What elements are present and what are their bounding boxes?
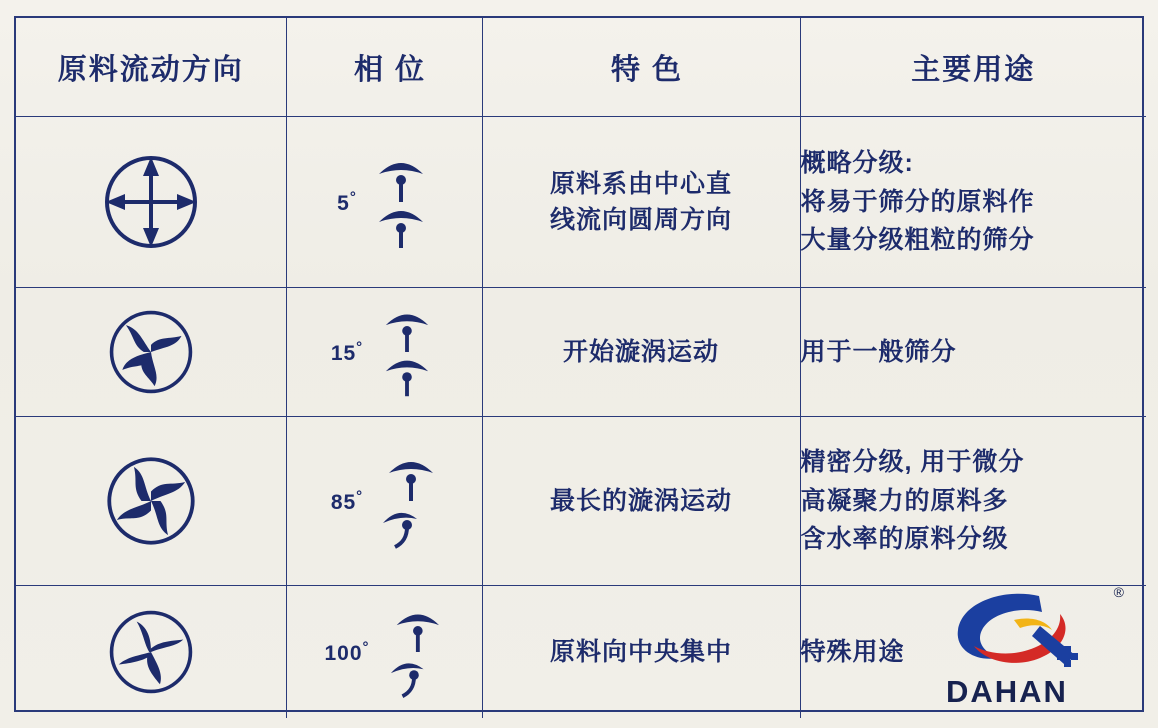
use-line: 精密分级, 用于微分: [800, 447, 1025, 476]
registered-mark: ®: [1113, 584, 1124, 600]
main-use-cell: [800, 417, 1146, 586]
phase-angle-value: 15°: [330, 338, 364, 365]
table-row: [16, 117, 1146, 288]
logo-wordmark: DAHAN: [946, 674, 1068, 709]
flow-direction-cell: [16, 288, 286, 417]
table-row: [16, 417, 1146, 586]
phase-weight-vertical-icon: [371, 150, 431, 254]
flow-direction-cell: [16, 586, 286, 719]
header-phase: 相 位: [286, 18, 482, 117]
phase-angle-value: 5°: [337, 188, 357, 215]
feature-cell: [482, 586, 800, 719]
four-blade-spiral-circle-icon: [96, 446, 206, 556]
table-header-row: [16, 18, 1146, 117]
header-main-use: 主要用途: [800, 18, 1146, 117]
use-line: 大量分级粗粒的筛分: [800, 226, 1035, 255]
phase-angle-value: 100°: [324, 638, 370, 665]
spec-table-container: [14, 16, 1144, 712]
three-blade-swirl-circle-icon: [99, 300, 203, 404]
main-use-cell: [800, 288, 1146, 417]
use-line: 含水率的原料分级: [800, 525, 1009, 554]
flow-direction-cell: [16, 117, 286, 288]
phase-cell: [286, 288, 482, 417]
feature-cell: [482, 417, 800, 586]
flow-direction-cell: [16, 417, 286, 586]
phase-weight-angled-icon: [384, 602, 444, 702]
use-line: 概略分级:: [800, 148, 914, 177]
cross-arrows-circle-icon: [93, 144, 209, 260]
feature-cell: [482, 117, 800, 288]
feature-line: 原料向中央集中: [549, 637, 732, 666]
phase-weight-angled-icon: [377, 449, 437, 553]
use-line: 用于一般筛分: [800, 337, 957, 366]
main-use-cell: [800, 117, 1146, 288]
feature-line: 开始漩涡运动: [562, 337, 719, 366]
table-row: [16, 288, 1146, 417]
dahan-logo: [918, 584, 1128, 712]
dahan-swirl-logo-icon: [944, 586, 1094, 672]
feature-cell: [482, 288, 800, 417]
table-row: [16, 586, 1146, 719]
phase-angle-value: 85°: [330, 487, 364, 514]
main-use-cell: [800, 586, 1146, 719]
feature-line: 原料系由中心直: [549, 169, 732, 198]
use-line: 特殊用途: [800, 637, 905, 666]
use-line: 高凝聚力的原料多: [800, 486, 1009, 515]
feature-line: 线流向圆周方向: [549, 206, 732, 234]
phase-cell: [286, 586, 482, 719]
use-line: 将易于筛分的原料作: [800, 187, 1035, 216]
phase-weight-vertical-icon: [377, 302, 437, 402]
header-feature: 特 色: [482, 18, 800, 117]
phase-cell: [286, 117, 482, 288]
spec-table: [16, 18, 1146, 718]
header-flow-direction: 原料流动方向: [16, 18, 286, 117]
feature-line: 最长的漩涡运动: [549, 486, 732, 515]
phase-cell: [286, 417, 482, 586]
three-curve-inward-circle-icon: [99, 600, 203, 704]
